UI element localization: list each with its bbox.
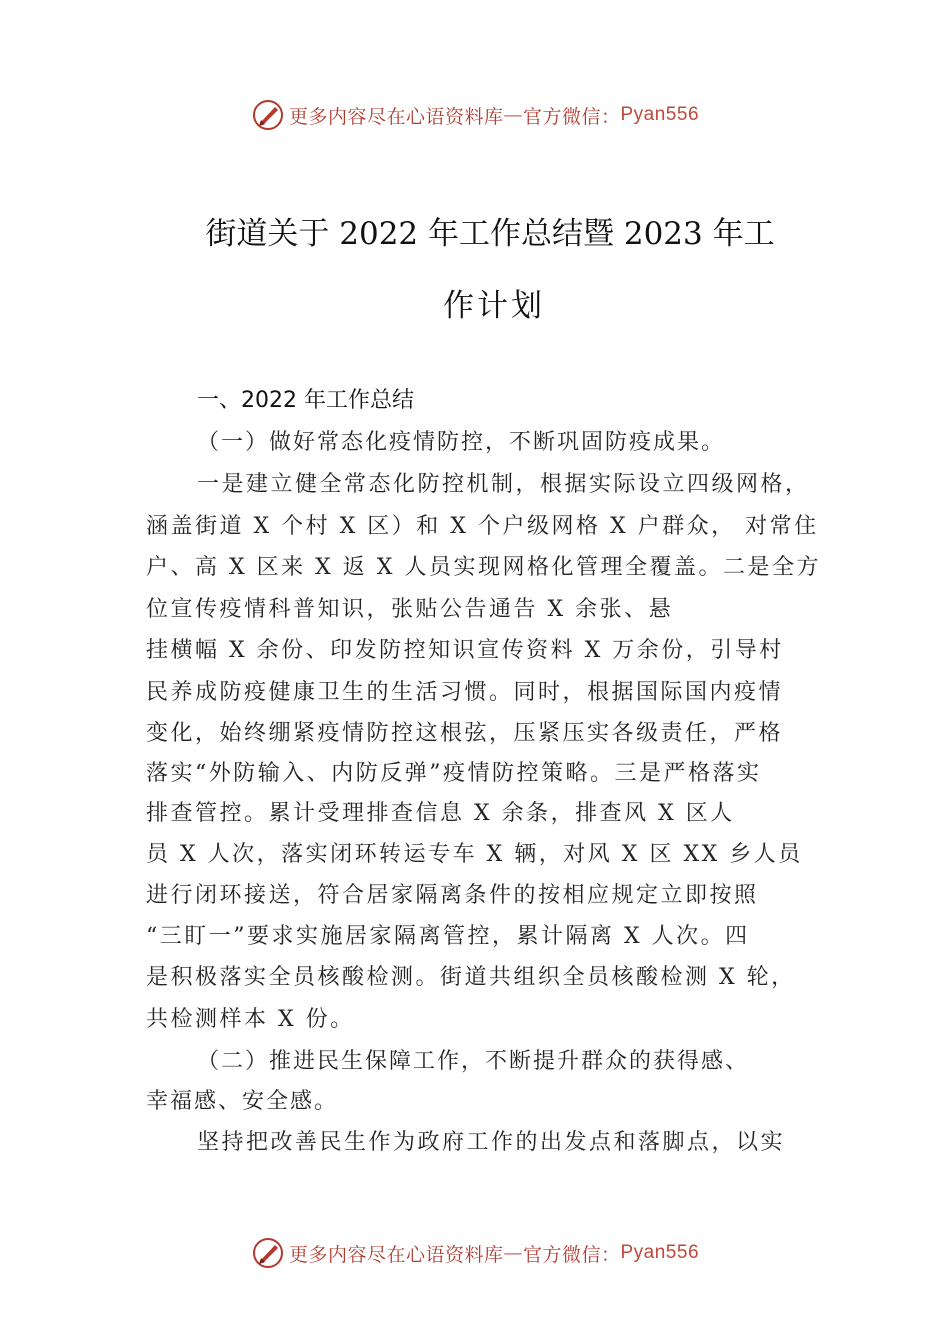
subheading-1: （一）做好常态化疫情防控，不断巩固防疫成果。 <box>197 430 726 455</box>
watermark-text: 更多内容尽在心语资料库 <box>288 1243 504 1266</box>
paragraph-line: 排查管控。累计受理排查信息 X 余条，排查风 X 区人 <box>146 801 735 826</box>
watermark-wechat-label: 官方微信： <box>522 1243 621 1266</box>
watermark-header <box>0 95 950 135</box>
document-title-line2: 作计划 <box>443 288 545 324</box>
watermark-footer <box>0 1233 950 1273</box>
watermark-wechat-id: Pyan556 <box>620 104 700 125</box>
paragraph-line: 坚持把改善民生作为政府工作的出发点和落脚点，以实 <box>197 1130 786 1155</box>
subheading-2-line1: （二）推进民生保障工作，不断提升群众的获得感、 <box>197 1049 750 1074</box>
paragraph-line: 落实“外防输入、内防反弹”疫情防控策略。三是严格落实 <box>146 761 762 786</box>
watermark-wechat-id: Pyan556 <box>620 1242 700 1263</box>
watermark-text: 更多内容尽在心语资料库 <box>288 105 504 128</box>
watermark-wechat-label: 官方微信： <box>522 105 621 128</box>
watermark-separator: — <box>503 1242 523 1264</box>
paragraph-line: 挂横幅 X 余份、印发防控知识宣传资料 X 万余份，引导村 <box>146 638 784 663</box>
document-title-line1: 街道关于 2022 年工作总结暨 2023 年工 <box>205 216 775 252</box>
paragraph-line: 员 X 人次，落实闭环转运专车 X 辆，对风 X 区 XX 乡人员 <box>146 842 803 867</box>
paragraph-line: 民养成防疫健康卫生的生活习惯。同时，根据国际国内疫情 <box>146 680 784 705</box>
paragraph-line: 位宣传疫情科普知识，张贴公告通告 X 余张、悬 <box>146 597 674 622</box>
pen-logo-icon <box>251 98 285 132</box>
paragraph-line: 变化，始终绷紧疫情防控这根弦，压紧压实各级责任，严格 <box>146 721 784 746</box>
paragraph-line: 共检测样本 X 份。 <box>146 1007 355 1032</box>
section-heading: 一、2022 年工作总结 <box>197 388 414 413</box>
paragraph-line: 是积极落实全员核酸检测。街道共组织全员核酸检测 X 轮， <box>146 965 796 990</box>
paragraph-line: 户、高 X 区来 X 返 X 人员实现网格化管理全覆盖。二是全方 <box>146 555 821 580</box>
paragraph-line: 一是建立健全常态化防控机制，根据实际设立四级网格， <box>197 472 810 497</box>
paragraph-line: 涵盖街道 X 个村 X 区）和 X 个户级网格 X 户群众， 对常住 <box>146 514 819 539</box>
paragraph-line: “三盯一”要求实施居家隔离管控，累计隔离 X 人次。四 <box>146 924 750 949</box>
watermark-separator: — <box>503 104 523 126</box>
subheading-2-line2: 幸福感、安全感。 <box>146 1089 339 1114</box>
paragraph-line: 进行闭环接送，符合居家隔离条件的按相应规定立即按照 <box>146 883 759 908</box>
pen-logo-icon <box>251 1236 285 1270</box>
